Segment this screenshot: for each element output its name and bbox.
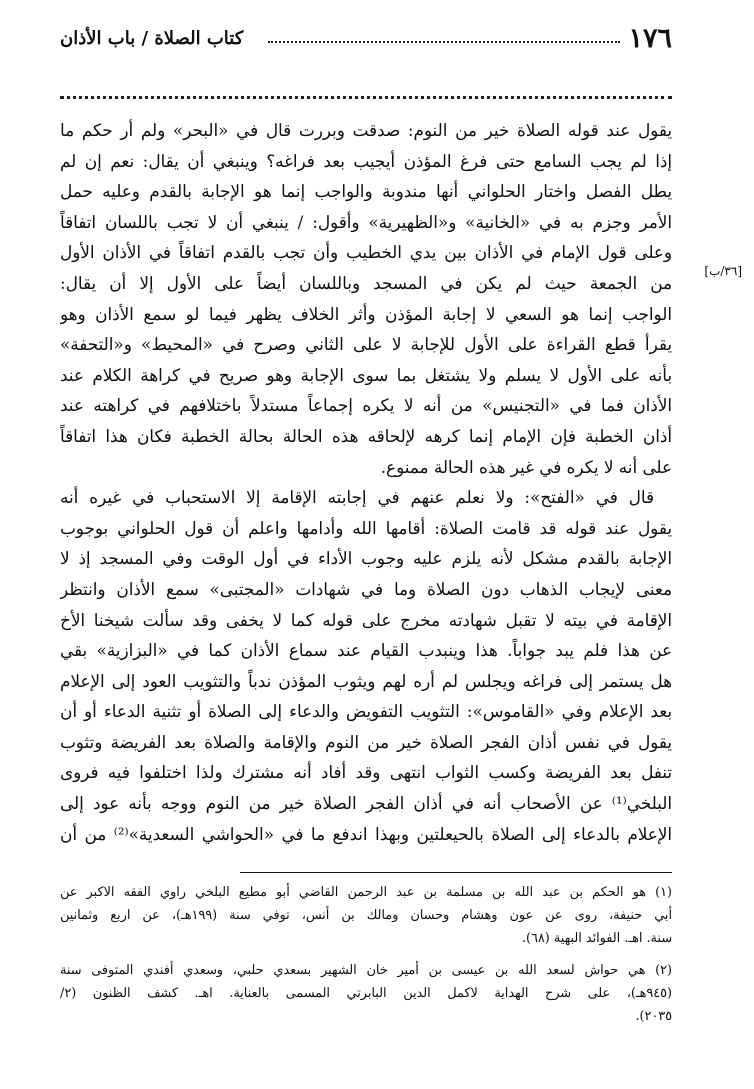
footnote-line: (٩٤٥هـ)، على شرح الهداية لاكمل الدين البابرتي المسمى بالعناية. اهـ. كشف الظنون (٢/	[60, 986, 672, 1002]
running-title: كتاب الصلاة / باب الأذان	[60, 28, 244, 49]
footnote-line: (١) هو الحكم بن عبد الله بن مسلمة بن عبد الرحمن القاضي أبو مطيع البلخي راوي الفقه الاكبر عن	[60, 885, 672, 900]
footnote-1	[60, 882, 672, 950]
paragraph	[60, 482, 672, 849]
text-line: بعد الإعلام وفي «القاموس»: التثويب التفويض والدعاء إلى الصلاة أو تثنية الدعاء أو أن	[60, 701, 672, 722]
footnote-line: (٢) هي حواش لسعد الله بن عيسى بن أمير خان الشهير بسعدي حلبي، وسعدي أفندي المتوفى سنة	[60, 963, 672, 979]
header-dotted-rule	[268, 41, 620, 43]
manuscript-folio-marker: [٣٦/ب]	[704, 264, 742, 278]
text-line: يقرأ قطع القراءة على الأول للإجابة لا على الثاني وصرح في «المحيط» و«التحفة»	[60, 334, 672, 355]
text-line: الإعلام بالدعاء إلى الصلاة بالحيعلتين وبهذا اندفع ما في «الحواشي السعدية»⁽²⁾ من أن	[60, 823, 672, 844]
text-line: قال في «الفتح»: ولا نعلم عنهم في إجابته الإقامة إلا الاستحباب في غيره أنه	[60, 487, 654, 508]
text-line: تنفل بعد الفريضة وكسب الثواب انتهى وقد أفاد أنه مشترك ولذا اختلفوا فيه فروى	[60, 762, 672, 783]
text-line: وعلى قول الإمام في الأذان بين يدي الخطيب وأن تجب بالقدم اتفاقاً في الأذان الأول	[60, 242, 672, 263]
footnote-line: سنة. اهـ. الفوائد البهية (٦٨).	[521, 930, 672, 946]
text-line: يقول عند قوله قد قامت الصلاة: أقامها الله وأدامها واعلم أن قول الحلواني بوجوب	[60, 517, 672, 538]
text-line: هل يستمر إلى فراغه ويجلس لم أره لهم ويثوب المؤذن ندباً والتثويب العود إلى الإعلام	[60, 670, 672, 691]
text-line: عن هذا فلم يبد جواباً. هذا وينبدب القيام عند سماع الأذان كما في «البزازية» بقي	[60, 640, 672, 661]
text-line: أذان الخطبة فإن الإمام إنما كرهه لإلحاقه هذه الحالة بحالة الخطبة فكان هذا اتفاقاً	[60, 425, 672, 446]
text-line: الإجابة بالقدم مشكل لأنه يلزم عليه وجوب الأداء في أول الوقت وفي المسجد إذ لا	[60, 548, 672, 569]
footnote-separator	[240, 872, 672, 873]
footnotes	[60, 882, 672, 1029]
text-line: يقول في نفس أذان الفجر الصلاة خير من النوم والإقامة والصلاة بعد الفريضة وتثوب	[60, 731, 672, 752]
text-line: الأمر وجزم به في «الخانية» و«الظهيرية» وأقول: / ينبغي أن لا تجب باللسان اتفاقاً	[60, 211, 672, 232]
page-number: ١٧٦	[628, 23, 672, 54]
page-header	[60, 22, 672, 56]
header-separator	[60, 96, 672, 99]
text-line: بأنه على الأول لا يسلم ولا يشتغل بما سوى الإجابة وهو صريح في كراهة الكلام عند	[60, 364, 672, 385]
text-line: الواجب إنما هو السعي لا إجابة المؤذن وأثر الخلاف يظهر فيما لو سمع الأذان وهو	[60, 303, 672, 324]
text-line: الإقامة في بيته لا تقبل شهادته مخرج على قوله كما لا يخفى وقد سألت شيخنا الأخ	[60, 609, 672, 630]
main-text	[60, 115, 672, 849]
text-line: الأذان فما في «التجنيس» من أنه لا يكره إجماعاً مستدلاً باختلافهم في كراهته عند	[60, 395, 672, 416]
text-line: من الجمعة حيث لم يكن في المسجد وباللسان أيضاً على الأول إلا أن يقال:	[60, 272, 672, 293]
text-line: إذا لم يجب السامع حتى فرغ المؤذن أيجيب بعد فراغه؟ وينبغي أن يقال: نعم إن لم	[60, 150, 672, 171]
footnote-line: ٢٠٣٥).	[635, 1008, 672, 1024]
text-line: على أنه لا يكره في غير هذه الحالة ممنوع.	[380, 456, 672, 477]
text-line: البلخي⁽¹⁾ عن الأصحاب أنه في أذان الفجر الصلاة خير من النوم ووجه بأنه عود إلى	[60, 793, 672, 814]
text-line: معنى لإيجاب الذهاب دون الصلاة وما في شهادات «المجتبى» سمع الأذان وانتظر	[60, 578, 672, 599]
footnote-line: أبي حنيفة، روى عن عون وهشام وحسان ومالك بن أنس، توفي سنة (١٩٩هـ)، عن اربع وثمانين	[60, 907, 672, 923]
text-line: يطل الفصل واختار الحلواني أنها مندوبة والواجب إنما هو الإجابة بالقدم وعليه حمل	[60, 181, 672, 202]
footnote-2	[60, 960, 672, 1028]
paragraph	[60, 115, 672, 482]
text-line: يقول عند قوله الصلاة خير من النوم: صدقت وبررت قال في «البحر» ولم أر حكم ما	[60, 120, 672, 140]
